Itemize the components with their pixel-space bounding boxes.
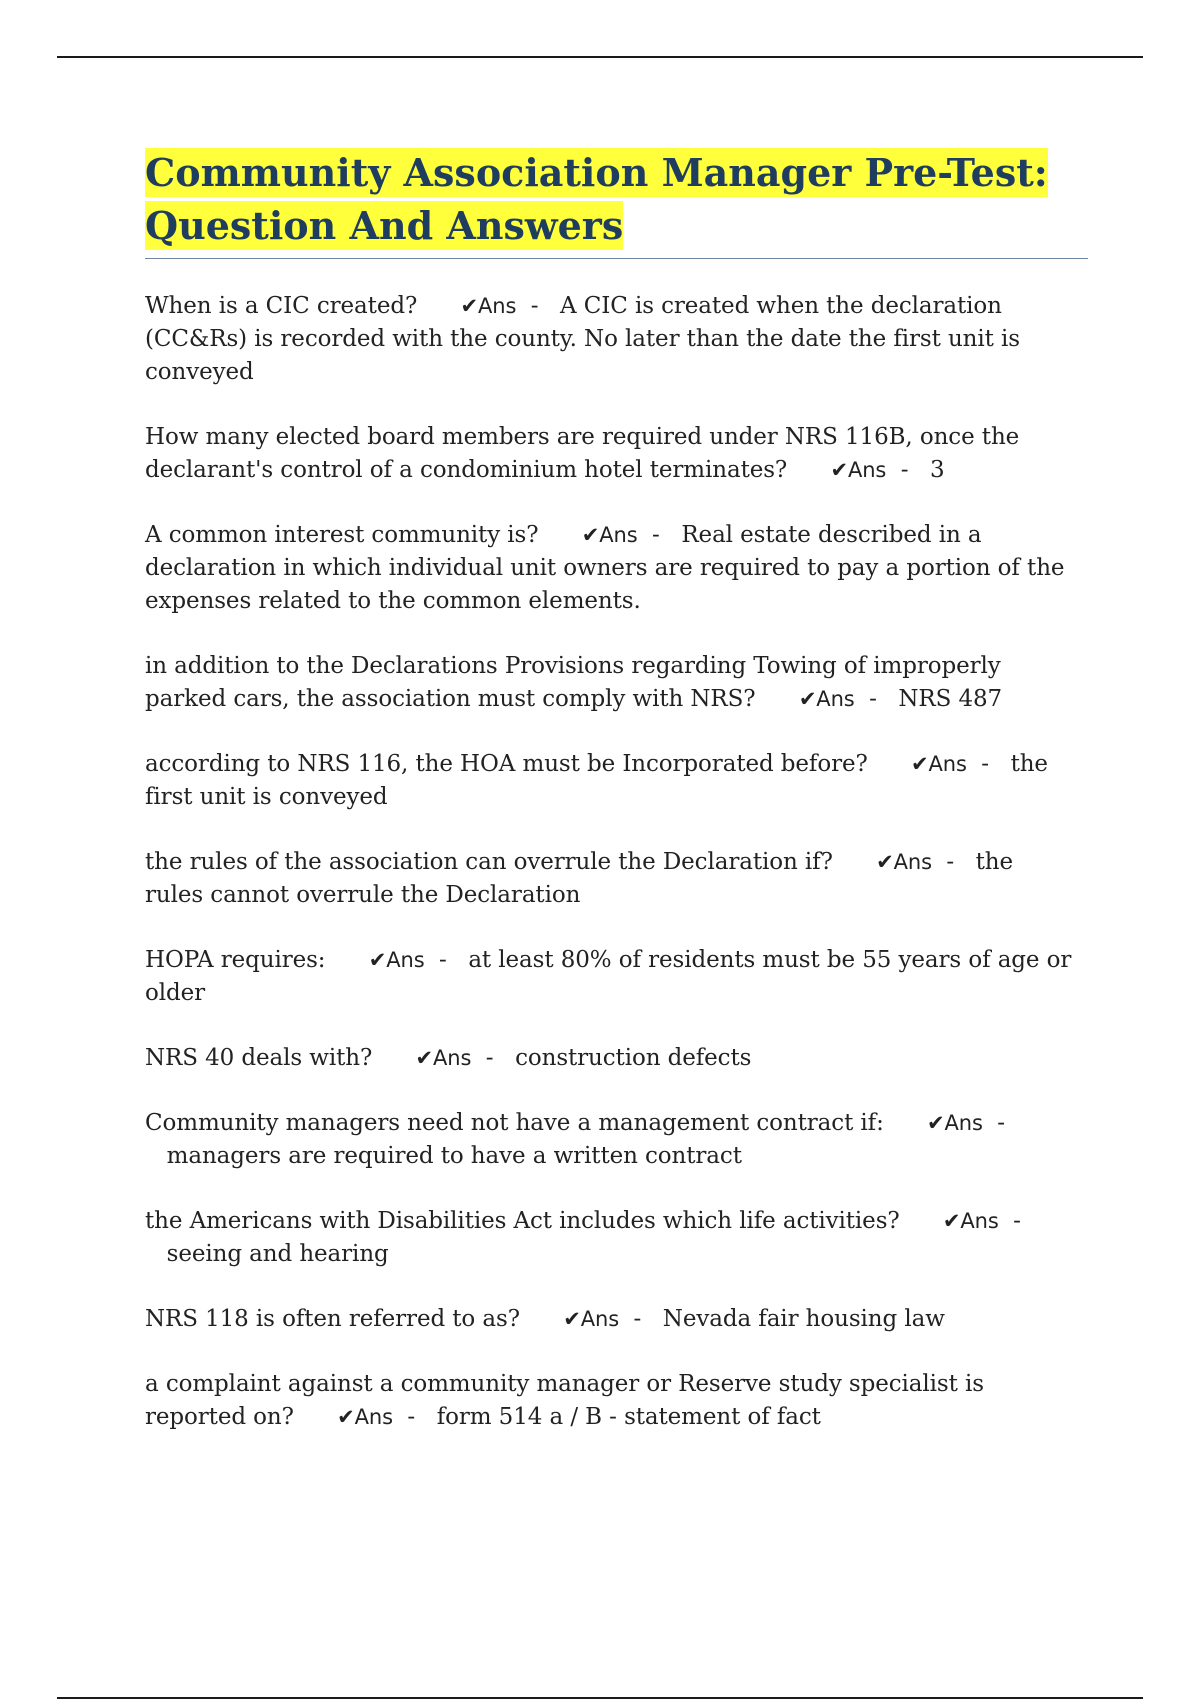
answer-dash: - bbox=[439, 947, 447, 973]
answer-dash: - bbox=[981, 751, 989, 777]
question-text: the rules of the association can overrule the Declaration if? bbox=[145, 849, 833, 875]
answer-marker: ✔Ans bbox=[460, 294, 517, 318]
qa-item bbox=[145, 1205, 1075, 1271]
answer-dash: - bbox=[485, 1045, 494, 1071]
page-title bbox=[145, 146, 1090, 252]
answer-text: seeing and hearing bbox=[166, 1241, 389, 1267]
qa-list bbox=[145, 290, 1075, 1466]
answer-marker: ✔Ans bbox=[830, 458, 887, 482]
answer-dash: - bbox=[869, 686, 877, 712]
answer-text: managers are required to have a written contract bbox=[166, 1143, 742, 1169]
question-text: according to NRS 116, the HOA must be Incorporated before? bbox=[145, 751, 868, 777]
answer-text: Nevada fair housing law bbox=[662, 1306, 945, 1332]
title-line-1: Community Association Manager Pre-Test: bbox=[145, 150, 1048, 195]
qa-item bbox=[145, 519, 1075, 618]
answer-marker: ✔Ans bbox=[911, 752, 967, 776]
answer-text: Real estate described in a declaration in which individual unit owners are required to pay a portion of the expenses related to the common elements. bbox=[145, 522, 1065, 614]
answer-marker: ✔Ans bbox=[798, 687, 855, 711]
qa-item bbox=[145, 290, 1075, 389]
qa-item bbox=[145, 748, 1075, 814]
title-block bbox=[145, 146, 1090, 252]
answer-text: the first unit is conveyed bbox=[145, 751, 1048, 810]
question-text: When is a CIC created? bbox=[145, 293, 418, 319]
answer-text: form 514 a / B - statement of fact bbox=[436, 1404, 821, 1430]
qa-item bbox=[145, 421, 1075, 487]
qa-item bbox=[145, 1042, 1075, 1075]
answer-marker: ✔Ans bbox=[876, 850, 932, 874]
answer-marker: ✔Ans bbox=[927, 1111, 983, 1135]
qa-item bbox=[145, 944, 1075, 1010]
answer-marker: ✔Ans bbox=[368, 948, 425, 972]
answer-text: A CIC is created when the declaration (CC&Rs) is recorded with the county. No later than the date the first unit is conveyed bbox=[145, 293, 1020, 385]
title-line-2: Question And Answers bbox=[145, 203, 624, 248]
answer-text: NRS 487 bbox=[898, 686, 1003, 712]
question-text: NRS 40 deals with? bbox=[145, 1045, 373, 1071]
question-text: Community managers need not have a management contract if: bbox=[145, 1110, 884, 1136]
answer-text: at least 80% of residents must be 55 years of age or older bbox=[145, 947, 1072, 1006]
top-rule bbox=[57, 56, 1143, 58]
question-text: How many elected board members are required under NRS 116B, once the declarant's control of a condominium hotel terminates? bbox=[145, 424, 1020, 483]
answer-dash: - bbox=[900, 457, 909, 483]
answer-dash: - bbox=[1013, 1208, 1021, 1234]
answer-dash: - bbox=[997, 1110, 1005, 1136]
answer-marker: ✔Ans bbox=[563, 1307, 620, 1331]
title-underline bbox=[145, 258, 1088, 259]
question-text: A common interest community is? bbox=[145, 522, 539, 548]
qa-item bbox=[145, 1368, 1075, 1434]
qa-item bbox=[145, 650, 1075, 716]
answer-text: construction defects bbox=[515, 1045, 752, 1071]
answer-marker: ✔Ans bbox=[942, 1209, 999, 1233]
bottom-rule bbox=[57, 1697, 1143, 1699]
answer-text: the rules cannot overrule the Declaration bbox=[145, 849, 1014, 908]
answer-marker: ✔Ans bbox=[415, 1046, 472, 1070]
answer-dash: - bbox=[530, 293, 539, 319]
question-text: the Americans with Disabilities Act includes which life activities? bbox=[145, 1208, 900, 1234]
question-text: a complaint against a community manager or Reserve study specialist is reported on? bbox=[145, 1371, 984, 1430]
qa-item bbox=[145, 846, 1075, 912]
qa-item bbox=[145, 1303, 1075, 1336]
answer-dash: - bbox=[407, 1404, 416, 1430]
answer-text: 3 bbox=[930, 457, 945, 483]
question-text: HOPA requires: bbox=[145, 947, 326, 973]
answer-marker: ✔Ans bbox=[337, 1405, 393, 1429]
answer-dash: - bbox=[633, 1306, 642, 1332]
qa-item bbox=[145, 1107, 1075, 1173]
question-text: NRS 118 is often referred to as? bbox=[145, 1306, 520, 1332]
question-text: in addition to the Declarations Provisions regarding Towing of improperly parked cars, the association must comply with NRS? bbox=[145, 653, 1001, 712]
answer-dash: - bbox=[946, 849, 955, 875]
answer-dash: - bbox=[652, 522, 660, 548]
answer-marker: ✔Ans bbox=[581, 523, 638, 547]
